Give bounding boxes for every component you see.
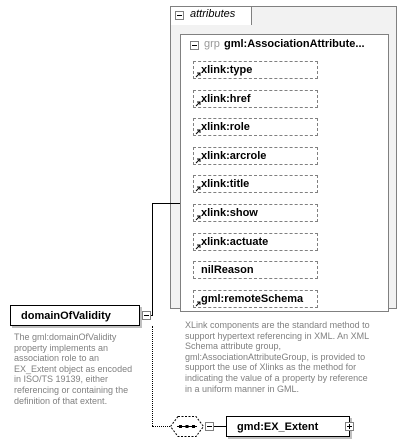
attribute-item[interactable] — [193, 233, 318, 251]
connector-line — [152, 203, 153, 315]
element-collapse-toggle-icon[interactable] — [142, 311, 151, 320]
description-line: Schema attribute group, — [185, 341, 282, 352]
description-line: property implements an — [14, 342, 109, 353]
attribute-item[interactable] — [193, 147, 318, 165]
description-line: support hypertext referencing in XML. An XML — [185, 330, 370, 341]
reference-arrow-icon — [195, 71, 202, 78]
reference-arrow-icon — [195, 214, 202, 221]
attributes-title: attributes — [190, 8, 236, 20]
description-line: EX_Extent object as encoded — [14, 363, 133, 374]
reference-arrow-icon — [195, 128, 202, 135]
reference-arrow-icon — [195, 185, 202, 192]
attribute-label: xlink:arcrole — [201, 149, 267, 162]
description-line: association role to an — [14, 353, 100, 364]
group-name[interactable]: gml:AssociationAttribute... — [224, 38, 365, 50]
child-expand-toggle-icon[interactable] — [345, 422, 354, 431]
attribute-label: xlink:role — [201, 121, 250, 134]
reference-arrow-icon — [195, 243, 202, 250]
element-name: domainOfValidity — [21, 310, 111, 322]
description-line: indicating the value of a property by reference — [185, 372, 368, 383]
attribute-item[interactable] — [193, 290, 318, 308]
attribute-label: xlink:title — [201, 178, 250, 191]
description-line: referencing or containing the — [14, 384, 129, 395]
reference-arrow-icon — [195, 100, 202, 107]
attribute-item[interactable] — [193, 261, 318, 279]
attribute-label: xlink:actuate — [201, 235, 269, 248]
attribute-item[interactable] — [193, 90, 318, 108]
element-gmd-EX_Extent[interactable] — [226, 416, 350, 437]
attribute-item[interactable] — [193, 175, 318, 193]
sequence-compositor-icon[interactable] — [170, 416, 204, 437]
attribute-label: xlink:type — [201, 64, 253, 76]
element-description — [14, 332, 132, 406]
description-line: gml:AssociationAttributeGroup, is provided to — [185, 351, 366, 362]
description-line: in ISO/TS 19139, either — [14, 374, 109, 385]
reference-arrow-icon — [195, 157, 202, 164]
attribute-label: gml:remoteSchema — [201, 292, 304, 305]
description-line: in a uniform manner in GML. — [185, 383, 300, 394]
description-line: The gml:domainOfValidity — [14, 332, 117, 342]
attribute-label: xlink:href — [201, 92, 251, 105]
connector-line — [214, 426, 226, 427]
group-description — [185, 320, 370, 394]
group-collapse-toggle-icon[interactable] — [190, 41, 199, 50]
child-name: gmd:EX_Extent — [237, 421, 319, 433]
reference-arrow-icon — [195, 300, 202, 307]
attribute-item[interactable] — [193, 61, 318, 79]
attribute-item[interactable] — [193, 204, 318, 222]
attributes-collapse-toggle-icon[interactable] — [175, 11, 184, 20]
description-line: XLink components are the standard method to — [185, 320, 370, 330]
description-line: support the use of Xlinks as the method for — [185, 362, 357, 373]
connector-line — [152, 203, 180, 204]
attribute-label: nilReason — [201, 264, 254, 277]
sequence-collapse-toggle-icon[interactable] — [205, 422, 214, 431]
description-line: definition of that extent. — [14, 395, 108, 406]
group-prefix: grp — [204, 38, 220, 50]
attribute-label: xlink:show — [201, 207, 258, 219]
element-domainOfValidity[interactable] — [10, 305, 140, 326]
dotted-connector — [152, 326, 153, 426]
attribute-item[interactable] — [193, 118, 318, 136]
